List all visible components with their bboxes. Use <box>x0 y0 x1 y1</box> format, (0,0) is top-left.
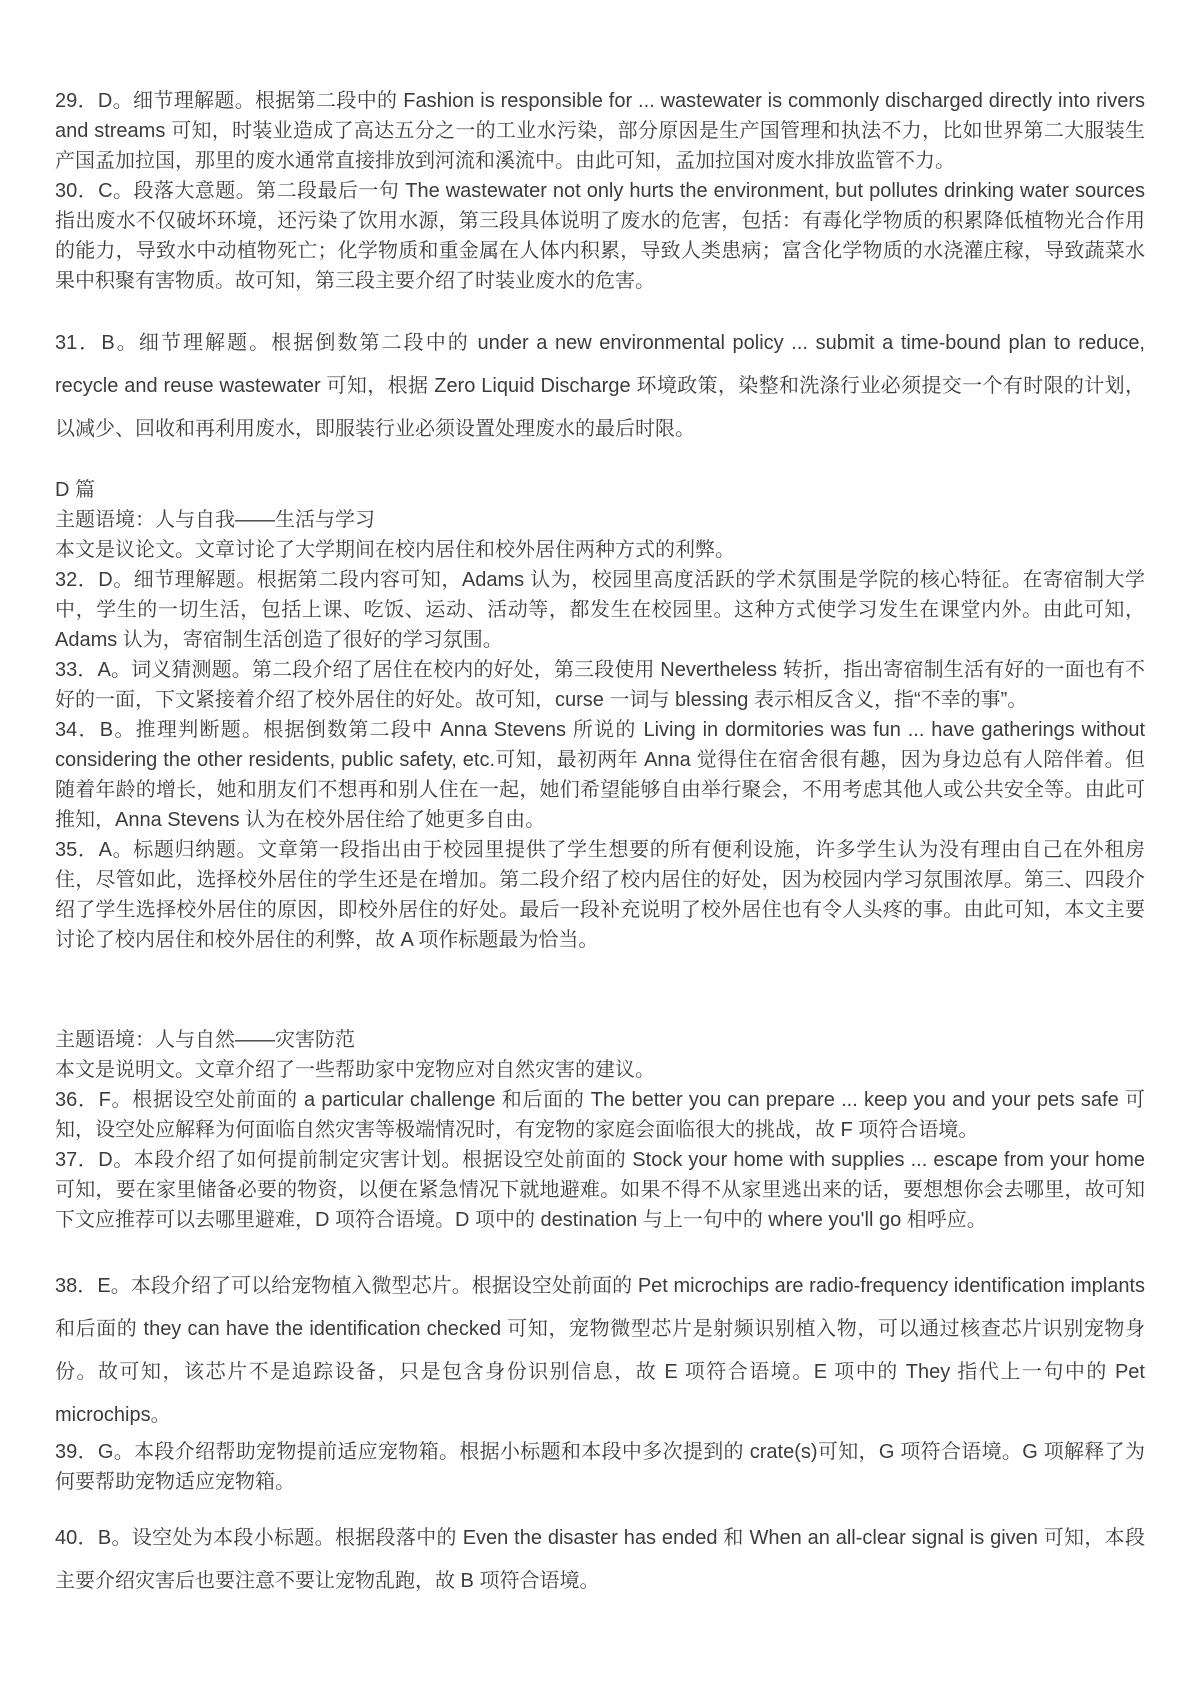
answer-38: 38．E。本段介绍了可以给宠物植入微型芯片。根据设空处前面的 Pet microchips are radio-frequency identification implants 和后面的 they can have the identification checked 可知，宠物微型芯片是射频识别植入物，可以通过核查芯片识别宠物身份。故可知，该芯片不是追踪设备，只是包含身份识别信息，故 E 项符合语境。E 项中的 They 指代上一句中的 Pet microchips。 <box>55 1275 1145 1426</box>
answer-39: 39．G。本段介绍帮助宠物提前适应宠物箱。根据小标题和本段中多次提到的 crate(s)可知，G 项符合语境。G 项解释了为何要帮助宠物适应宠物箱。 <box>55 1441 1145 1493</box>
answer-37: 37．D。本段介绍了如何提前制定灾害计划。根据设空处前面的 Stock your home with supplies ... escape from your home 可知，要在家里储备必要的物资，以便在紧急情况下就地避难。如果不得不从家里逃出来的话，要想想你会去哪里，故可知下文应推荐可以去哪里避难，D 项符合语境。D 项中的 destination 与上一句中的 where you'll go 相呼应。 <box>55 1149 1145 1231</box>
answer-30: 30．C。段落大意题。第二段最后一句 The wastewater not only hurts the environment, but pollutes drinking water sources 指出废水不仅破坏环境，还污染了饮用水源，第三段具体说明了废水的危害，包括：有毒化学物质的积累降低植物光合作用的能力，导致水中动植物死亡；化学物质和重金属在人体内积累，导致人类患病；富含化学物质的水浇灌庄稼，导致蔬菜水果中积聚有害物质。故可知，第三段主要介绍了时装业废水的危害。 <box>55 180 1145 292</box>
answer-29: 29．D。细节理解题。根据第二段中的 Fashion is responsible for ... wastewater is commonly discharged directly into rivers and streams 可知，时装业造成了高达五分之一的工业水污染，部分原因是生产国管理和执法不力，比如世界第二大服装生产国孟加拉国，那里的废水通常直接排放到河流和溪流中。由此可知，孟加拉国对废水排放监管不力。 <box>55 90 1145 172</box>
answer-31: 31．B。细节理解题。根据倒数第二段中的 under a new environmental policy ... submit a time-bound plan to reduce, recycle and reuse wastewater 可知，根据 Zero Liquid Discharge 环境政策，染整和洗涤行业必须提交一个有时限的计划，以减少、回收和再利用废水，即服装行业必须设置处理废水的最后时限。 <box>55 332 1145 440</box>
passage-intro-expository: 本文是说明文。文章介绍了一些帮助家中宠物应对自然灾害的建议。 <box>55 1059 655 1081</box>
answer-33: 33．A。词义猜测题。第二段介绍了居住在校内的好处，第三段使用 Nevertheless 转折，指出寄宿制生活有好的一面也有不好的一面，下文紧接着介绍了校外居住的好处。故可知，curse 一词与 blessing 表示相反含义，指“不幸的事”。 <box>55 659 1145 711</box>
theme-context-disaster: 主题语境：人与自然——灾害防范 <box>55 1029 355 1051</box>
section-heading-d: D 篇 <box>55 479 95 501</box>
theme-context-life-learning: 主题语境：人与自我——生活与学习 <box>55 509 375 531</box>
passage-intro-argumentative: 本文是议论文。文章讨论了大学期间在校内居住和校外居住两种方式的利弊。 <box>55 539 735 561</box>
answer-36: 36．F。根据设空处前面的 a particular challenge 和后面的 The better you can prepare ... keep you and your pets safe 可知，设空处应解释为何面临自然灾害等极端情况时，有宠物的家庭会面临很大的挑战，故 F 项符合语境。 <box>55 1089 1145 1141</box>
answer-35: 35．A。标题归纳题。文章第一段指出由于校园里提供了学生想要的所有便利设施，许多学生认为没有理由自己在外租房住，尽管如此，选择校外居住的学生还是在增加。第二段介绍了校内居住的好处，因为校园内学习氛围浓厚。第三、四段介绍了学生选择校外居住的原因，即校外居住的好处。最后一段补充说明了校外居住也有令人头疼的事。由此可知，本文主要讨论了校内居住和校外居住的利弊，故 A 项作标题最为恰当。 <box>55 839 1145 951</box>
answer-32: 32．D。细节理解题。根据第二段内容可知，Adams 认为，校园里高度活跃的学术氛围是学院的核心特征。在寄宿制大学中，学生的一切生活，包括上课、吃饭、运动、活动等，都发生在校园里。这种方式使学习发生在课堂内外。由此可知，Adams 认为，寄宿制生活创造了很好的学习氛围。 <box>55 569 1145 651</box>
answer-34: 34．B。推理判断题。根据倒数第二段中 Anna Stevens 所说的 Living in dormitories was fun ... have gatherings without considering the other residents, public safety, etc.可知，最初两年 Anna 觉得住在宿舍很有趣，因为身边总有人陪伴着。但随着年龄的增长，她和朋友们不想再和别人住在一起，她们希望能够自由举行聚会，不用考虑其他人或公共安全等。由此可推知，Anna Stevens 认为在校外居住给了她更多自由。 <box>55 719 1145 831</box>
answer-40: 40．B。设空处为本段小标题。根据段落中的 Even the disaster has ended 和 When an all-clear signal is given 可知，本段主要介绍灾害后也要注意不要让宠物乱跑，故 B 项符合语境。 <box>55 1527 1145 1592</box>
